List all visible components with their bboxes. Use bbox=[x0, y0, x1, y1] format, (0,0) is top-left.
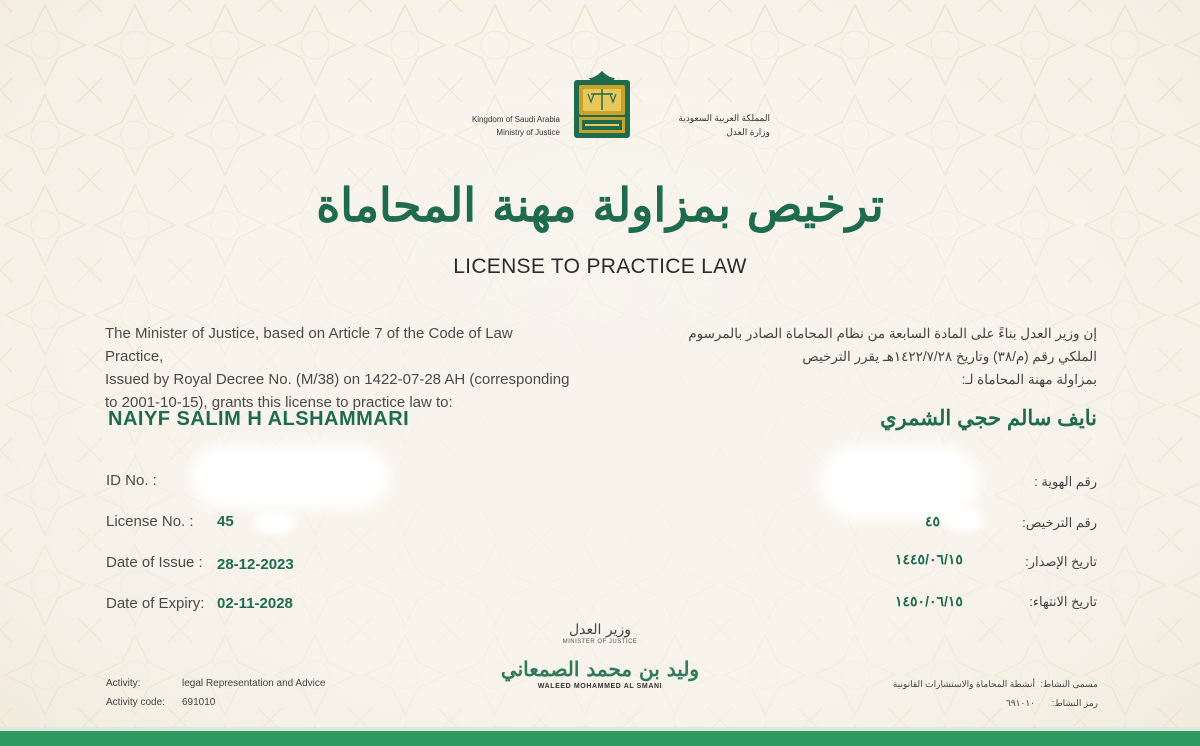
intro-en-line: Issued by Royal Decree No. (M/38) on 1422-07-28 AH (corresponding bbox=[105, 371, 570, 388]
ministry-name-ar bbox=[640, 111, 770, 139]
ministry-label-en: Ministry of Justice bbox=[496, 128, 560, 137]
signature-name-ar: وليد بن محمد الصمعاني bbox=[500, 657, 700, 681]
intro-text-ar bbox=[650, 322, 1097, 391]
license-value-en: 45 bbox=[217, 513, 234, 530]
ministry-label-ar: وزارة العدل bbox=[726, 127, 770, 137]
intro-ar-line: بمزاولة مهنة المحاماة لـ: bbox=[961, 372, 1097, 387]
license-label-ar: رقم الترخيص: bbox=[1022, 515, 1097, 530]
redaction-mark bbox=[255, 512, 295, 534]
intro-en-line: The Minister of Justice, based on Article 7 of the Code of Law Practice, bbox=[105, 325, 513, 365]
license-value-ar: ٤٥ bbox=[925, 513, 941, 529]
holder-name-ar: نايف سالم حجي الشمري bbox=[880, 407, 1097, 430]
minister-title-ar: وزير العدل bbox=[568, 622, 632, 638]
footer-bar bbox=[0, 731, 1200, 746]
activity-code-value-en: 691010 bbox=[182, 697, 216, 708]
activity-label-ar: مسمى النشاط: bbox=[1040, 679, 1098, 689]
ministry-name-en bbox=[440, 113, 560, 139]
activity-code-value-ar: ٦٩١٠١٠ bbox=[1005, 698, 1035, 708]
holder-name-en: NAIYF SALIM H ALSHAMMARI bbox=[108, 408, 410, 430]
activity-code-label-en: Activity code: bbox=[106, 697, 165, 708]
minister-signature bbox=[490, 622, 710, 690]
activity-label-en: Activity: bbox=[106, 678, 141, 689]
title-english: LICENSE TO PRACTICE LAW bbox=[453, 255, 747, 278]
expiry-date-value-ar: ١٤٥٠/٠٦/١٥ bbox=[895, 593, 963, 609]
minister-title-en: MINISTER OF JUSTICE bbox=[562, 639, 638, 645]
intro-en-line: to 2001-10-15), grants this license to practice law to: bbox=[105, 394, 453, 411]
activity-value-ar: أنشطة المحاماة والاستشارات القانونية bbox=[892, 679, 1035, 689]
issue-date-label-ar: تاريخ الإصدار: bbox=[1025, 554, 1097, 569]
license-label-en: License No. : bbox=[106, 513, 194, 530]
expiry-date-value-en: 02-11-2028 bbox=[217, 595, 293, 612]
country-name-en: Kingdom of Saudi Arabia bbox=[471, 115, 560, 124]
issue-date-value-en: 28-12-2023 bbox=[217, 556, 294, 573]
intro-text-en bbox=[105, 322, 575, 414]
signature-name-en: WALEED MOHAMMED AL SMANI bbox=[537, 683, 663, 690]
intro-ar-line: الملكي رقم (م/٣٨) وتاريخ ١٤٢٢/٧/٢٨هـ يقرر الترخيص bbox=[802, 349, 1097, 364]
title-arabic: ترخيص بمزاولة مهنة المحاماة bbox=[316, 178, 884, 232]
issue-date-label-en: Date of Issue : bbox=[106, 554, 203, 571]
activity-value-en: legal Representation and Advice bbox=[182, 678, 326, 689]
ministry-emblem-icon bbox=[571, 70, 633, 142]
id-label-ar: رقم الهوية : bbox=[1034, 474, 1097, 489]
activity-code-label-ar: رمز النشاط: bbox=[1051, 698, 1098, 708]
id-label-en: ID No. : bbox=[106, 472, 157, 489]
expiry-date-label-ar: تاريخ الانتهاء: bbox=[1029, 594, 1097, 609]
issue-date-value-ar: ١٤٤٥/٠٦/١٥ bbox=[895, 551, 963, 567]
redaction-mark bbox=[190, 445, 390, 510]
country-name-ar: المملكة العربية السعودية bbox=[678, 113, 770, 123]
expiry-date-label-en: Date of Expiry: bbox=[106, 595, 205, 612]
intro-ar-line: إن وزير العدل بناءً على المادة السابعة من نظام المحاماة الصادر بالمرسوم bbox=[688, 326, 1097, 341]
